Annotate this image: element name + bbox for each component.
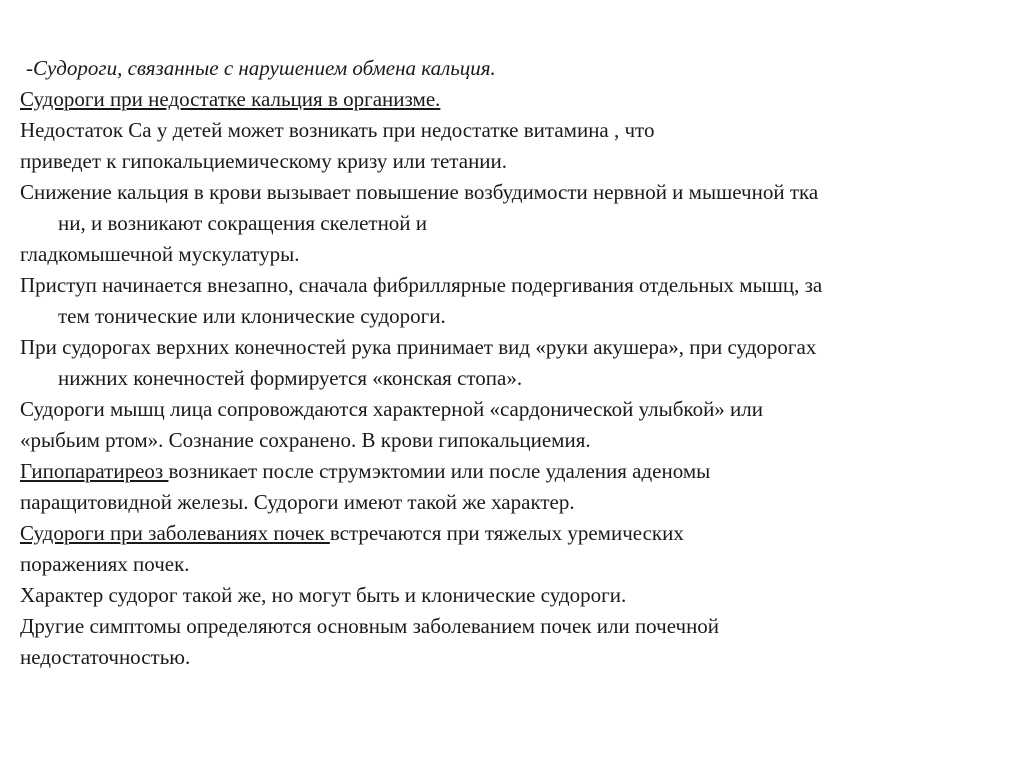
text-line: Судороги мышц лица сопровождаются характерной «сардонической улыбкой» или	[20, 397, 764, 421]
text-line: нижних конечностей формируется «конская стопа».	[58, 366, 523, 390]
text-line: Другие симптомы определяются основным заболеванием почек или почечной	[20, 614, 720, 638]
subheading: Судороги при недостатке кальция в организме.	[20, 87, 441, 111]
text-line: Характер судорог такой же, но могут быть и клонические судороги.	[20, 583, 627, 607]
text-span: встречаются при тяжелых уремических	[329, 521, 684, 545]
text-line: Приступ начинается внезапно, сначала фибриллярные подергивания отдельных мышц, за	[20, 273, 823, 297]
underlined-term: Гипопаратиреоз	[20, 459, 169, 483]
underlined-term: Судороги при заболеваниях почек	[20, 521, 330, 545]
text-line: тем тонические или клонические судороги.	[58, 304, 446, 328]
text-line	[20, 456, 1010, 487]
text-line: приведет к гипокальциемическому кризу или тетании.	[20, 149, 508, 173]
text-line: Снижение кальция в крови вызывает повышение возбудимости нервной и мышечной тка	[20, 180, 819, 204]
text-line: гладкомышечной мускулатуры.	[20, 242, 300, 266]
text-span: возникает после струмэктомии или после удаления аденомы	[168, 459, 711, 483]
text-line: паращитовидной железы. Судороги имеют такой же характер.	[20, 490, 575, 514]
slide-text	[20, 53, 1010, 673]
text-line: ни, и возникают сокращения скелетной и	[58, 211, 428, 235]
text-line: «рыбьим ртом». Сознание сохранено. В крови гипокальциемия.	[20, 428, 591, 452]
text-line: поражениях почек.	[20, 552, 190, 576]
text-line: Недостаток Са у детей может возникать при недостатке витамина , что	[20, 118, 655, 142]
text-line: При судорогах верхних конечностей рука принимает вид «руки акушера», при судорогах	[20, 335, 817, 359]
heading: -Судороги, связанные с нарушением обмена кальция.	[26, 56, 496, 80]
text-line: недостаточностью.	[20, 645, 191, 669]
text-line	[20, 518, 1010, 549]
